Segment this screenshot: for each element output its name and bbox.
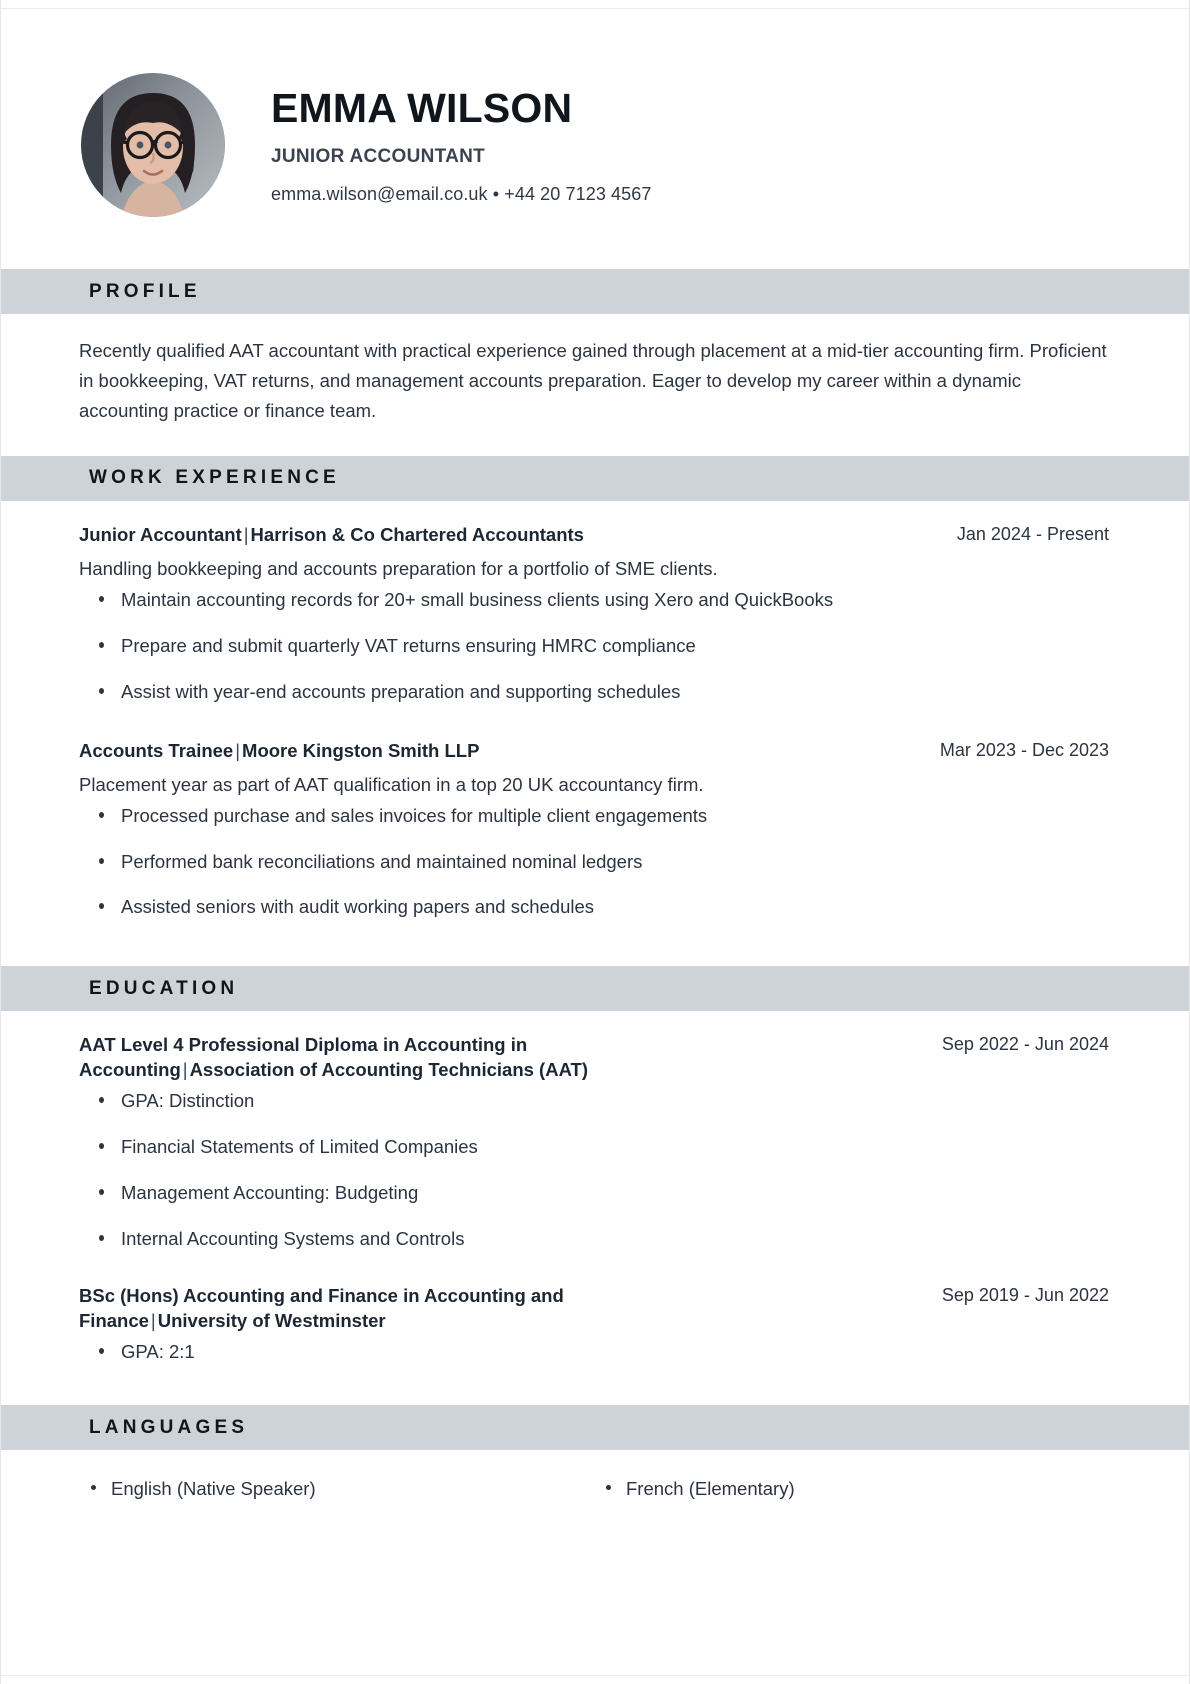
work-entry <box>79 523 1109 705</box>
section-header-profile <box>1 269 1189 314</box>
work-entry-bullets <box>79 804 1109 921</box>
education-entry-title <box>79 1284 719 1334</box>
list-item: GPA: 2:1 <box>79 1340 1109 1365</box>
section-title-work: WORK EXPERIENCE <box>89 467 340 489</box>
education-entry-date: Sep 2019 - Jun 2022 <box>941 1285 1109 1306</box>
list-item: Assisted seniors with audit working papers and schedules <box>79 895 1109 920</box>
list-item: Processed purchase and sales invoices for multiple client engagements <box>79 804 1109 829</box>
resume-sheet <box>1 8 1189 1676</box>
avatar <box>81 73 225 217</box>
work-company: Moore Kingston Smith LLP <box>242 739 480 761</box>
work-entry-title <box>79 739 479 764</box>
education-degree: BSc (Hons) Accounting and Finance in Accounting and Finance <box>79 1285 564 1332</box>
section-header-education <box>1 966 1189 1011</box>
section-title-languages: LANGUAGES <box>89 1416 249 1438</box>
education-entry-bullets <box>79 1340 1109 1365</box>
work-role: Accounts Trainee <box>79 739 234 761</box>
education-institution: University of Westminster <box>157 1310 386 1332</box>
education-degree: AAT Level 4 Professional Diploma in Accounting in Accounting <box>79 1034 528 1081</box>
title-separator: | <box>243 523 249 545</box>
list-item: Assist with year-end accounts preparation and supporting schedules <box>79 680 1109 705</box>
page-title: EMMA WILSON <box>271 84 573 131</box>
list-item: Prepare and submit quarterly VAT returns ensuring HMRC compliance <box>79 634 1109 659</box>
work-entry-date: Mar 2023 - Dec 2023 <box>939 739 1109 760</box>
list-item: Performed bank reconciliations and maintained nominal ledgers <box>79 850 1109 875</box>
languages-column <box>79 1476 594 1502</box>
portrait-photo-icon <box>81 73 225 217</box>
education-institution: Association of Accounting Technicians (AAT) <box>189 1059 589 1081</box>
list-item: Financial Statements of Limited Companies <box>79 1135 1109 1160</box>
education-entry <box>79 1033 1109 1252</box>
work-entry-description: Placement year as part of AAT qualification in a top 20 UK accountancy firm. <box>79 773 704 795</box>
work-entry-bullets <box>79 588 1109 705</box>
list-item: GPA: Distinction <box>79 1089 1109 1114</box>
title-separator: | <box>150 1310 156 1332</box>
education-entry-date: Sep 2022 - Jun 2024 <box>941 1034 1109 1055</box>
list-item: Internal Accounting Systems and Controls <box>79 1227 1109 1252</box>
job-title: JUNIOR ACCOUNTANT <box>271 146 486 168</box>
list-item: Maintain accounting records for 20+ small business clients using Xero and QuickBooks <box>79 588 1109 613</box>
section-title-profile: PROFILE <box>89 280 201 302</box>
work-entry-head <box>79 739 1109 764</box>
list-item: English (Native Speaker) <box>79 1476 594 1502</box>
languages-column <box>594 1476 1109 1502</box>
work-role: Junior Accountant <box>79 523 242 545</box>
title-separator: | <box>182 1059 188 1081</box>
list-item: Management Accounting: Budgeting <box>79 1181 1109 1206</box>
work-entry-head <box>79 523 1109 548</box>
section-header-work <box>1 456 1189 501</box>
section-body-work <box>1 501 1189 967</box>
education-entry-bullets <box>79 1089 1109 1252</box>
section-title-education: EDUCATION <box>89 977 239 999</box>
section-body-education <box>1 1011 1189 1405</box>
education-entry-head <box>79 1284 1109 1334</box>
resume-header <box>1 9 1189 269</box>
title-separator: | <box>235 739 241 761</box>
work-entry-title <box>79 523 584 548</box>
header-text-block <box>271 85 652 205</box>
education-entry-title <box>79 1033 719 1083</box>
contact-line: emma.wilson@email.co.uk • +44 20 7123 4567 <box>271 184 652 205</box>
section-header-languages <box>1 1405 1189 1450</box>
profile-text: Recently qualified AAT accountant with practical experience gained through placement at a mid-tier accounting firm. Proficient in bookkeeping, VAT returns, and management accounts preparation. Eager to develop my career within a dynamic accounting practice or finance team. <box>79 340 1107 421</box>
work-company: Harrison & Co Chartered Accountants <box>250 523 584 545</box>
languages-grid <box>79 1476 1109 1502</box>
work-entry-date: Jan 2024 - Present <box>956 523 1109 544</box>
education-entry <box>79 1284 1109 1365</box>
education-entry-head <box>79 1033 1109 1083</box>
section-body-languages <box>1 1450 1189 1532</box>
work-entry <box>79 739 1109 921</box>
section-body-profile <box>1 314 1189 456</box>
list-item: French (Elementary) <box>594 1476 1109 1502</box>
work-entry-description: Handling bookkeeping and accounts preparation for a portfolio of SME clients. <box>79 557 718 579</box>
